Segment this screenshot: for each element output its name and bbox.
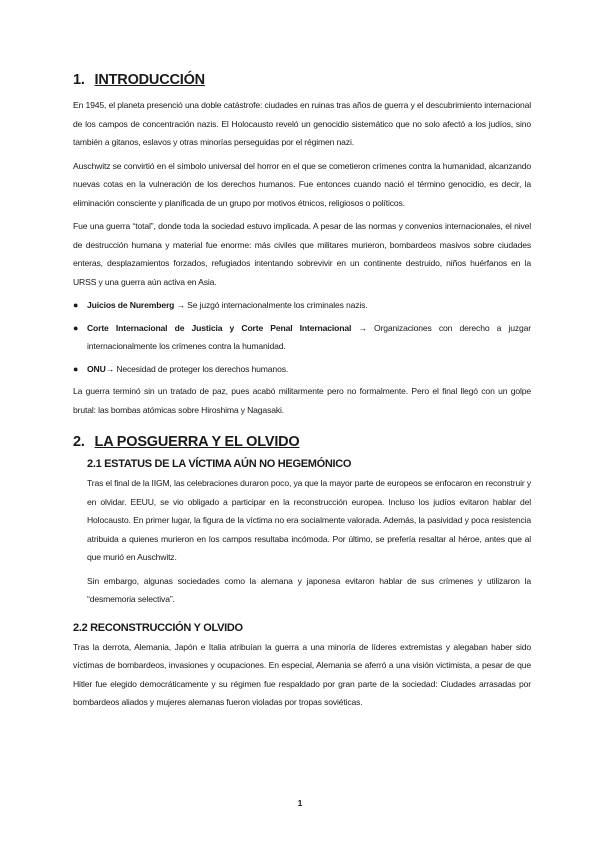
bullet-term: Juicios de Nuremberg <box>87 300 175 310</box>
page-number: 1 <box>297 798 303 808</box>
intro-closing-paragraph: La guerra terminó sin un tratado de paz, pues acabó militarmente pero no formalmente. Pero el final llegó con un golpe brutal: las bombas atómicas sobre Hiroshima y Nagasaki. <box>73 386 531 415</box>
list-item <box>73 360 531 379</box>
bullet-icon: ● <box>73 300 79 310</box>
intro-bullet-list <box>73 296 531 378</box>
list-item <box>73 296 531 315</box>
intro-paragraph-3: Fue una guerra “total”, donde toda la sociedad estuvo implicada. A pesar de las normas y convenios internacionales, el nivel de destrucción humana y material fue enorme: más civiles que militares murieron, bombardeos masivos sobre ciudades enteras, desplazamientos forzados, refugiados intentando sobrevivir en un continente destruido, niños huérfanos en la URSS y una guerra aún activa en Asia. <box>73 221 531 287</box>
subsection-2-1-paragraph-1: Tras el final de la IIGM, las celebraciones duraron poco, ya que la mayor parte de europeos se enfocaron en reconstruir y en olvidar. EEUU, se vio obligado a participar en la reconstrucción europea. Incluso los judíos evitaron hablar del Holocausto. En primer lugar, la figura de la víctima no era socialmente valorada. Además, la pasividad y poca resistencia atribuida a quienes murieron en los campos resultaba incómoda. Por último, se prefería resaltar al héroe, antes que al que murió en Auschwitz. <box>87 478 531 562</box>
bullet-text: → Organizaciones con derecho a juzgar internacionalmente los crímenes contra la humanidad. <box>87 322 531 351</box>
bullet-term: Corte Internacional de Justicia y Corte Penal Internacional <box>87 322 352 333</box>
subsection-2-2-paragraph-1: Tras la derrota, Alemania, Japón e Italia atribuían la guerra a una minoría de líderes extremistas y alegaban haber sido víctimas de bombardeos, invasiones y ocupaciones. En especial, Alemania se aferró a una visión victimista, a pesar de que Hitler fue elegido democráticamente y su régimen fue respaldado por gran parte de la sociedad: Ciudades arrasadas por bombardeos aliados y mujeres alemanas fueron violadas por tropas soviéticas. <box>73 641 531 707</box>
intro-paragraph-1: En 1945, el planeta presenció una doble catástrofe: ciudades en ruinas tras años de guerra y el descubrimiento internacional de los campos de concentración nazis. El Holocausto reveló un genocidio sistemático que no solo afectó a los judíos, sino también a gitanos, eslavos y otras minorías perseguidas por el régimen nazi. <box>73 100 531 147</box>
list-item <box>73 319 531 356</box>
intro-paragraph-2: Auschwitz se convirtió en el símbolo universal del horror en el que se cometieron crímenes contra la humanidad, alcanzando nuevas cotas en la vulneración de los derechos humanos. Fue entonces cuando nació el término genocidio, es decir, la eliminación consciente y planificada de un grupo por motivos étnicos, religiosos o políticos. <box>73 160 531 208</box>
bullet-text: → Se juzgó internacionalmente los criminales nazis. <box>174 300 368 310</box>
subsection-2-1-title: 2.1 ESTATUS DE LA VÍCTIMA AÚN NO HEGEMÓNICO <box>87 458 352 470</box>
bullet-text: → Necesidad de proteger los derechos humanos. <box>105 363 289 374</box>
document-page <box>73 72 531 717</box>
subsection-2-1-paragraph-2: Sin embargo, algunas sociedades como la alemana y japonesa evitaron hablar de sus crímenes y utilizaron la “desmemoria selectiva”. <box>87 575 531 604</box>
subsection-2-2-title: 2.2 RECONSTRUCCIÓN Y OLVIDO <box>73 621 243 634</box>
bullet-icon: ● <box>73 322 79 333</box>
bullet-icon: ● <box>73 363 79 374</box>
section-2-heading <box>73 434 531 450</box>
section-1-title: INTRODUCCIÓN <box>94 72 205 88</box>
section-1-number: 1. <box>73 72 85 88</box>
section-2-title: LA POSGUERRA Y EL OLVIDO <box>94 434 300 450</box>
bullet-term: ONU <box>87 363 106 374</box>
section-1-heading <box>73 72 531 88</box>
section-2-number: 2. <box>73 434 85 450</box>
